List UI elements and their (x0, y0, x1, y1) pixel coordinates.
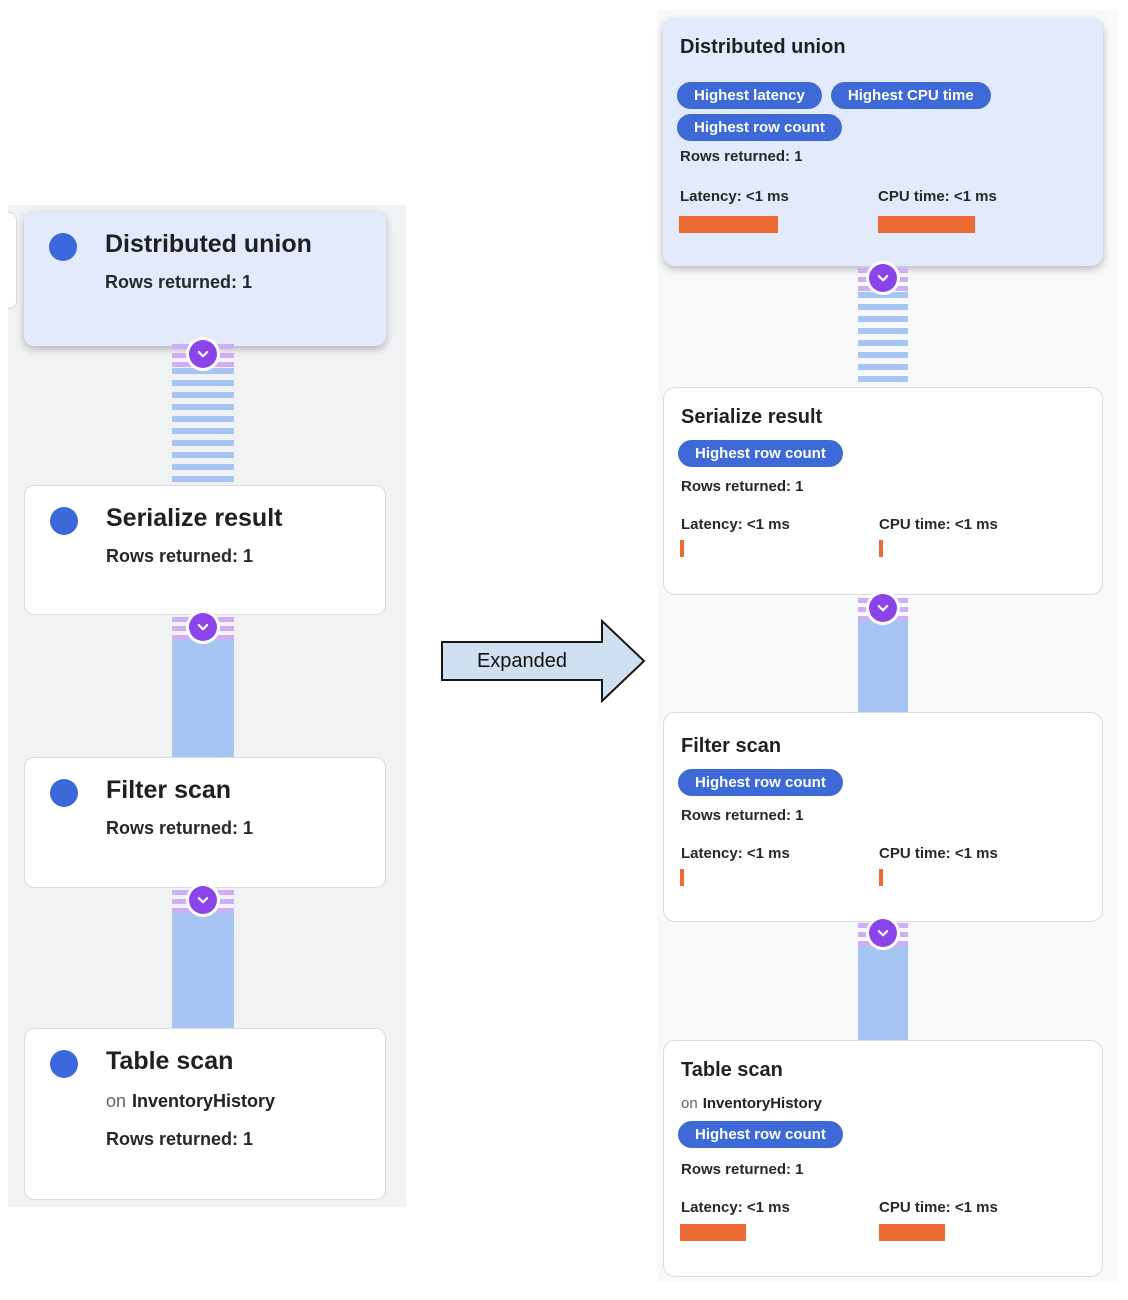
edge-connector-solid (172, 613, 234, 759)
latency-metric (681, 1199, 871, 1216)
edge-connector-solid (858, 594, 908, 714)
badge-highest-latency: Highest latency (677, 82, 822, 109)
node-card-table-scan-expanded[interactable] (663, 1040, 1103, 1277)
edge-solid-bar (858, 943, 908, 1042)
badge-row (678, 440, 843, 467)
node-dot-icon (50, 1050, 78, 1078)
node-target-table: on InventoryHistory (106, 1091, 276, 1111)
collapse-chevron-icon[interactable] (869, 594, 897, 622)
latency-bar (680, 1224, 746, 1241)
node-card-distributed-union[interactable] (24, 212, 386, 346)
latency-metric (680, 188, 870, 205)
rows-returned: Rows returned: 1 (105, 272, 253, 292)
badge-highest-row-count: Highest row count (678, 440, 843, 467)
node-card-serialize-result-expanded[interactable] (663, 387, 1103, 595)
cpu-time-bar (879, 869, 883, 886)
latency-label: Latency: <1 ms (680, 188, 789, 205)
node-card-serialize-result[interactable] (24, 485, 386, 615)
badge-highest-cpu-time: Highest CPU time (831, 82, 991, 109)
latency-metric (681, 845, 871, 862)
rows-returned: Rows returned: 1 (106, 1129, 254, 1149)
cpu-time-bar (879, 1224, 945, 1241)
edge-striped-bar (858, 292, 908, 389)
latency-bar (679, 216, 778, 233)
node-card-filter-scan[interactable] (24, 757, 386, 888)
node-card-table-scan[interactable] (24, 1028, 386, 1200)
collapse-chevron-icon[interactable] (189, 886, 217, 914)
node-title: Distributed union (105, 230, 312, 258)
node-target-table: on InventoryHistory (681, 1095, 822, 1112)
latency-label: Latency: <1 ms (681, 1199, 790, 1216)
badge-highest-row-count: Highest row count (678, 1121, 843, 1148)
badge-highest-row-count: Highest row count (678, 769, 843, 796)
edge-solid-bar (858, 618, 908, 714)
edge-connector-solid (858, 919, 908, 1042)
edge-solid-bar (172, 637, 234, 759)
cpu-time-label: CPU time: <1 ms (878, 188, 997, 205)
cpu-time-metric (878, 188, 1068, 205)
latency-metric (681, 516, 871, 533)
latency-label: Latency: <1 ms (681, 845, 790, 862)
clipped-node-card (8, 212, 17, 309)
collapse-chevron-icon[interactable] (869, 264, 897, 292)
edge-connector-striped (172, 340, 234, 487)
cpu-time-bar (879, 540, 883, 557)
node-dot-icon (50, 779, 78, 807)
badge-row (678, 1121, 843, 1148)
rows-returned: Rows returned: 1 (681, 1161, 804, 1178)
collapse-chevron-icon[interactable] (869, 919, 897, 947)
badge-row (677, 114, 842, 141)
node-title: Table scan (681, 1059, 783, 1081)
cpu-time-metric (879, 1199, 1069, 1216)
rows-returned: Rows returned: 1 (680, 148, 803, 165)
collapse-chevron-icon[interactable] (189, 340, 217, 368)
node-title: Table scan (106, 1047, 234, 1075)
badge-row (678, 769, 843, 796)
cpu-time-metric (879, 845, 1069, 862)
rows-returned: Rows returned: 1 (106, 818, 254, 838)
cpu-time-label: CPU time: <1 ms (879, 516, 998, 533)
latency-bar (680, 540, 684, 557)
node-title: Serialize result (106, 504, 283, 532)
rows-returned: Rows returned: 1 (681, 807, 804, 824)
badge-highest-row-count: Highest row count (677, 114, 842, 141)
node-title: Filter scan (681, 735, 782, 757)
node-dot-icon (49, 233, 77, 261)
edge-connector-striped (858, 264, 908, 389)
cpu-time-bar (878, 216, 975, 233)
cpu-time-metric (879, 516, 1069, 533)
latency-bar (680, 869, 684, 886)
node-title: Serialize result (681, 406, 823, 428)
latency-label: Latency: <1 ms (681, 516, 790, 533)
node-card-filter-scan-expanded[interactable] (663, 712, 1103, 922)
cpu-time-label: CPU time: <1 ms (879, 845, 998, 862)
node-card-distributed-union-expanded[interactable] (663, 18, 1103, 266)
edge-striped-bar (172, 368, 234, 487)
rows-returned: Rows returned: 1 (106, 546, 254, 566)
cpu-time-label: CPU time: <1 ms (879, 1199, 998, 1216)
edge-solid-bar (172, 910, 234, 1030)
node-dot-icon (50, 507, 78, 535)
rows-returned: Rows returned: 1 (681, 478, 804, 495)
edge-connector-solid (172, 886, 234, 1030)
collapse-chevron-icon[interactable] (189, 613, 217, 641)
badge-row (677, 82, 991, 109)
expanded-arrow-label: Expanded (476, 650, 568, 672)
node-title: Distributed union (680, 36, 846, 58)
node-title: Filter scan (106, 776, 232, 804)
